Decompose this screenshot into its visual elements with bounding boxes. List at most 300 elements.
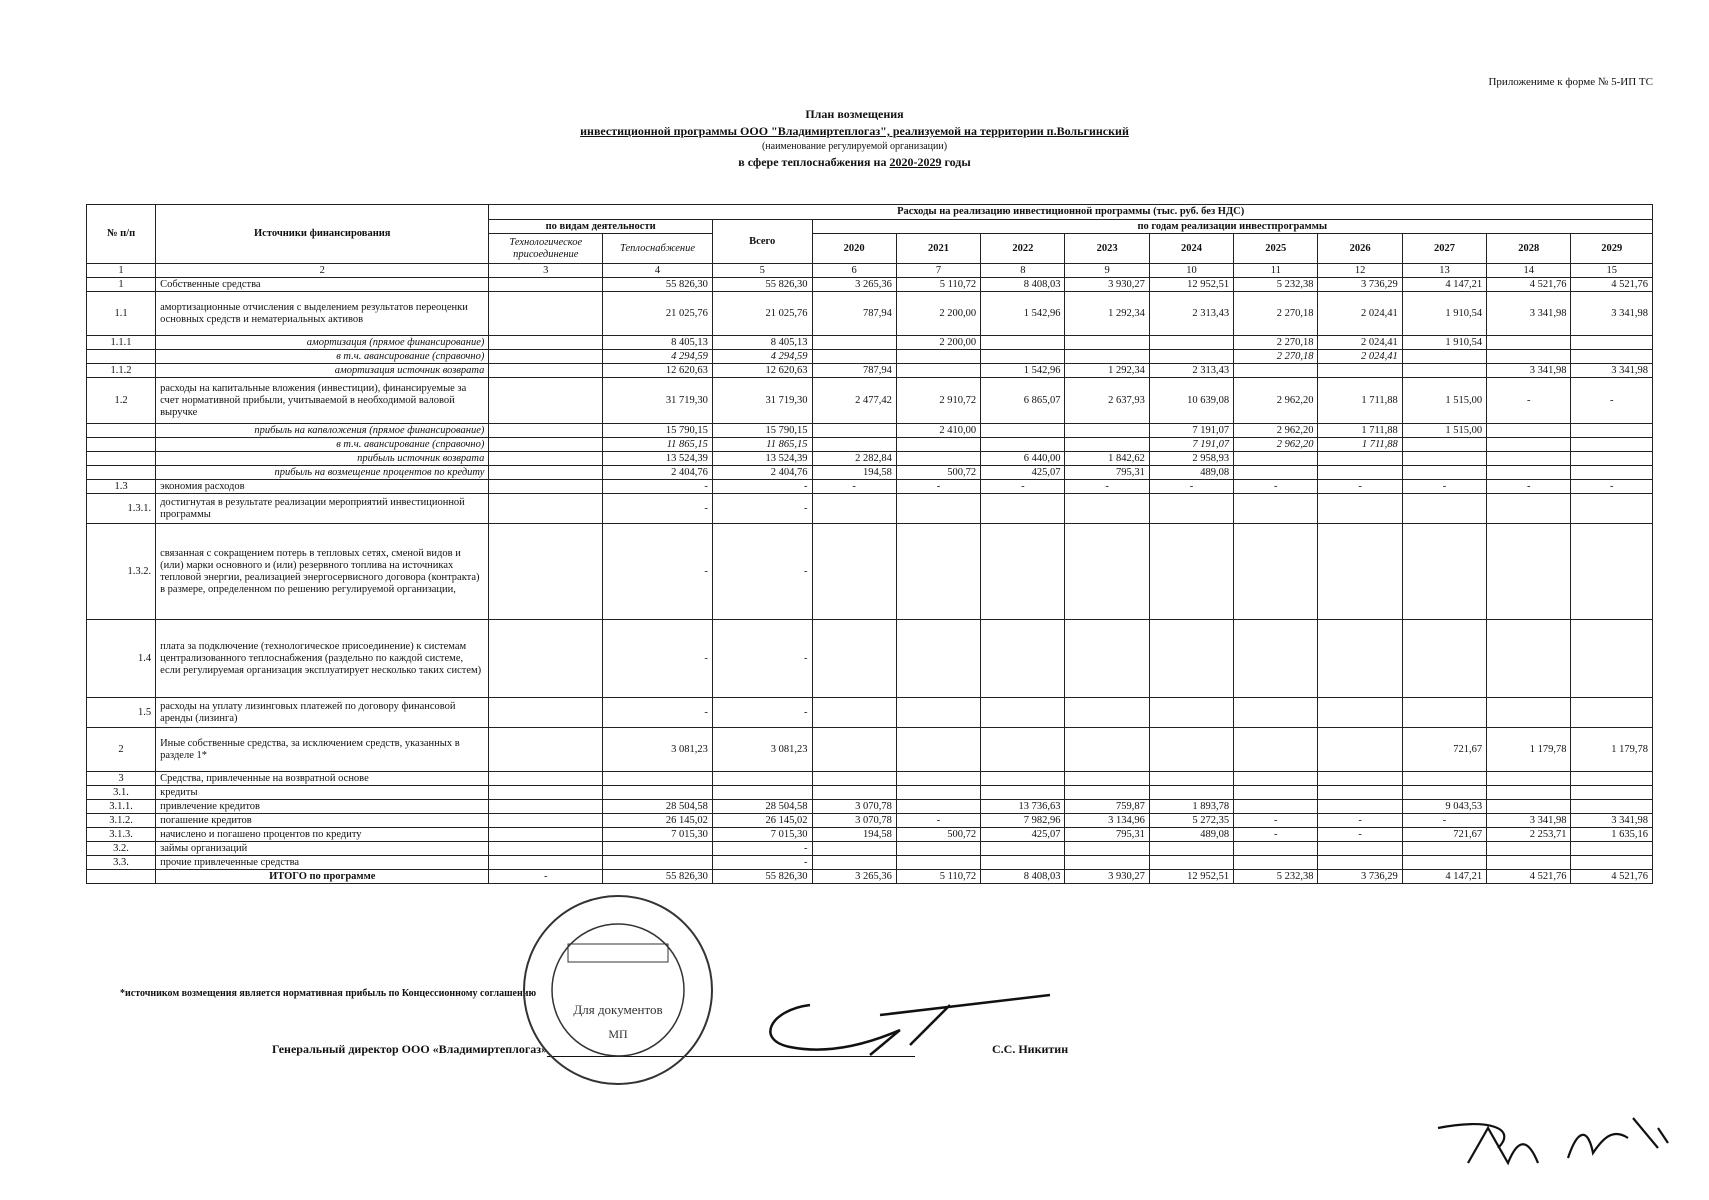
row-label: расходы на уплату лизинговых платежей по договору финансовой аренды (лизинга)	[156, 698, 489, 728]
column-number: 5	[712, 264, 812, 278]
cell-total: -	[712, 480, 812, 494]
cell-year	[1065, 620, 1149, 698]
row-label: займы организаций	[156, 842, 489, 856]
cell-total: 55 826,30	[712, 870, 812, 884]
cell-tech	[489, 424, 603, 438]
cell-year: 2 024,41	[1318, 336, 1402, 350]
cell-year	[896, 350, 980, 364]
initials-signature	[1428, 1108, 1678, 1178]
cell-year	[1318, 800, 1402, 814]
cell-year	[1487, 438, 1571, 452]
table-row	[87, 364, 1653, 378]
cell-year	[1571, 842, 1653, 856]
column-number: 3	[489, 264, 603, 278]
cell-total: 4 294,59	[712, 350, 812, 364]
cell-year	[1149, 728, 1233, 772]
table-row	[87, 772, 1653, 786]
cell-year	[981, 856, 1065, 870]
cell-year	[1402, 494, 1486, 524]
cell-year	[1234, 728, 1318, 772]
cell-year	[1149, 786, 1233, 800]
cell-year: 2 313,43	[1149, 292, 1233, 336]
column-number: 4	[603, 264, 713, 278]
row-number: 1	[87, 278, 156, 292]
cell-year: -	[812, 480, 896, 494]
cell-year	[1234, 452, 1318, 466]
row-number: 1.4	[87, 620, 156, 698]
cell-total: -	[712, 524, 812, 620]
cell-year: 5 110,72	[896, 870, 980, 884]
cell-year	[896, 620, 980, 698]
cell-year: 3 265,36	[812, 278, 896, 292]
cell-year	[1065, 772, 1149, 786]
cell-year: 194,58	[812, 828, 896, 842]
cell-year: 5 232,38	[1234, 278, 1318, 292]
title-years-prefix: в сфере теплоснабжения на	[738, 155, 887, 169]
column-number: 13	[1402, 264, 1486, 278]
row-number: 1.3.2.	[87, 524, 156, 620]
row-label: амортизационные отчисления с выделением результатов переоценки основных средств и нематериальных активов	[156, 292, 489, 336]
cell-heat: 8 405,13	[603, 336, 713, 350]
cell-year	[1234, 620, 1318, 698]
cell-year: -	[1065, 480, 1149, 494]
cell-total: 11 865,15	[712, 438, 812, 452]
cell-year	[812, 786, 896, 800]
cell-year	[1318, 786, 1402, 800]
cell-year: 1 910,54	[1402, 336, 1486, 350]
cell-year: -	[896, 814, 980, 828]
cell-year: 3 341,98	[1571, 814, 1653, 828]
cell-year	[1487, 336, 1571, 350]
row-label: Средства, привлеченные на возвратной основе	[156, 772, 489, 786]
cell-tech: -	[489, 870, 603, 884]
cell-year	[1318, 620, 1402, 698]
cell-year: -	[1318, 828, 1402, 842]
cell-year	[1149, 524, 1233, 620]
row-number: 1.1.2	[87, 364, 156, 378]
header-source: Источники финансирования	[156, 205, 489, 264]
cell-year	[1318, 524, 1402, 620]
cell-year: 9 043,53	[1402, 800, 1486, 814]
cell-heat: 2 404,76	[603, 466, 713, 480]
table-row	[87, 350, 1653, 364]
cell-year	[1234, 494, 1318, 524]
cell-total: 21 025,76	[712, 292, 812, 336]
column-number: 8	[981, 264, 1065, 278]
cell-year: 2 637,93	[1065, 378, 1149, 424]
cell-year: 4 147,21	[1402, 870, 1486, 884]
cell-year	[1487, 350, 1571, 364]
cell-tech	[489, 336, 603, 350]
cell-total: 28 504,58	[712, 800, 812, 814]
cell-year: 2 270,18	[1234, 336, 1318, 350]
cell-year: 3 341,98	[1487, 364, 1571, 378]
cell-year: 1 711,88	[1318, 438, 1402, 452]
cell-year: 1 292,34	[1065, 292, 1149, 336]
cell-year: 4 147,21	[1402, 278, 1486, 292]
cell-year: 795,31	[1065, 828, 1149, 842]
cell-year	[896, 856, 980, 870]
title-program: инвестиционной программы ООО "Владимиртеплогаз", реализуемой на территории п.Вольгинский	[580, 124, 1129, 138]
cell-year	[1402, 786, 1486, 800]
header-num: № п/п	[87, 205, 156, 264]
cell-heat: 11 865,15	[603, 438, 713, 452]
cell-year: 2 962,20	[1234, 424, 1318, 438]
row-label: прибыль источник возврата	[156, 452, 489, 466]
cell-total: 31 719,30	[712, 378, 812, 424]
row-label: погашение кредитов	[156, 814, 489, 828]
cell-year: 4 521,76	[1487, 870, 1571, 884]
cell-heat	[603, 856, 713, 870]
cell-total: 55 826,30	[712, 278, 812, 292]
cell-year: -	[1318, 480, 1402, 494]
cell-year: 12 952,51	[1149, 870, 1233, 884]
row-number: 1.3.1.	[87, 494, 156, 524]
table-row	[87, 870, 1653, 884]
cell-year: 5 110,72	[896, 278, 980, 292]
row-number	[87, 452, 156, 466]
row-number: 1.5	[87, 698, 156, 728]
cell-tech	[489, 814, 603, 828]
cell-year	[896, 842, 980, 856]
row-number: 3.1.3.	[87, 828, 156, 842]
row-label: достигнутая в результате реализации мероприятий инвестиционной программы	[156, 494, 489, 524]
cell-year	[1487, 800, 1571, 814]
header-by-years: по годам реализации инвестпрограммы	[812, 220, 1653, 234]
column-number: 12	[1318, 264, 1402, 278]
cell-year	[1065, 424, 1149, 438]
cell-year	[1318, 364, 1402, 378]
cell-year: 5 272,35	[1149, 814, 1233, 828]
cell-heat	[603, 772, 713, 786]
row-label: экономия расходов	[156, 480, 489, 494]
cell-year	[1402, 350, 1486, 364]
cell-year: 3 070,78	[812, 814, 896, 828]
cell-year	[812, 336, 896, 350]
cell-tech	[489, 438, 603, 452]
cell-tech	[489, 786, 603, 800]
cell-heat: -	[603, 524, 713, 620]
cell-year	[812, 620, 896, 698]
cell-year: 425,07	[981, 466, 1065, 480]
cell-year	[1318, 856, 1402, 870]
cell-year	[1571, 466, 1653, 480]
cell-year: 4 521,76	[1571, 870, 1653, 884]
cell-year	[981, 438, 1065, 452]
table-row	[87, 828, 1653, 842]
cell-tech	[489, 364, 603, 378]
cell-year: 194,58	[812, 466, 896, 480]
cell-year: 489,08	[1149, 466, 1233, 480]
cell-year	[981, 772, 1065, 786]
row-number	[87, 424, 156, 438]
cell-year: 1 542,96	[981, 292, 1065, 336]
cell-year: 2 200,00	[896, 336, 980, 350]
cell-year	[1149, 772, 1233, 786]
cell-year: 1 910,54	[1402, 292, 1486, 336]
cell-year: 6 440,00	[981, 452, 1065, 466]
cell-year: 3 134,96	[1065, 814, 1149, 828]
cell-year: 787,94	[812, 364, 896, 378]
cell-year	[896, 728, 980, 772]
table-row	[87, 842, 1653, 856]
cell-total: -	[712, 620, 812, 698]
stamp-inner-text: Для документов	[573, 1002, 663, 1017]
cell-year: -	[981, 480, 1065, 494]
table-row	[87, 814, 1653, 828]
cell-year	[1318, 728, 1402, 772]
cell-year: 3 736,29	[1318, 870, 1402, 884]
stamp-mp: МП	[608, 1027, 628, 1041]
cell-year: -	[1402, 480, 1486, 494]
column-number: 10	[1149, 264, 1233, 278]
cell-year	[1571, 336, 1653, 350]
cell-year	[1065, 350, 1149, 364]
cell-year	[981, 494, 1065, 524]
cell-year	[812, 424, 896, 438]
cell-year: -	[1571, 480, 1653, 494]
cell-tech	[489, 466, 603, 480]
row-number: 3	[87, 772, 156, 786]
cell-year	[812, 524, 896, 620]
table-row	[87, 620, 1653, 698]
cell-year	[1402, 856, 1486, 870]
plan-table	[86, 204, 1653, 884]
table-row	[87, 728, 1653, 772]
cell-year: 1 711,88	[1318, 378, 1402, 424]
cell-year: 4 521,76	[1571, 278, 1653, 292]
cell-year: 2 910,72	[896, 378, 980, 424]
cell-year: 2 962,20	[1234, 438, 1318, 452]
cell-year	[1571, 772, 1653, 786]
cell-year	[896, 698, 980, 728]
row-number: 3.1.2.	[87, 814, 156, 828]
cell-year: 2 270,18	[1234, 350, 1318, 364]
row-number	[87, 350, 156, 364]
cell-year	[812, 772, 896, 786]
cell-year	[1149, 620, 1233, 698]
cell-tech	[489, 828, 603, 842]
cell-year: 500,72	[896, 466, 980, 480]
cell-year: 425,07	[981, 828, 1065, 842]
cell-year: 3 070,78	[812, 800, 896, 814]
row-number: 1.2	[87, 378, 156, 424]
cell-year	[1318, 698, 1402, 728]
cell-year	[1487, 842, 1571, 856]
cell-tech	[489, 856, 603, 870]
cell-year	[1149, 698, 1233, 728]
cell-year	[812, 728, 896, 772]
cell-year	[981, 842, 1065, 856]
cell-year	[981, 698, 1065, 728]
cell-year: 3 930,27	[1065, 278, 1149, 292]
table-row	[87, 336, 1653, 350]
cell-year	[981, 524, 1065, 620]
cell-year	[1318, 842, 1402, 856]
cell-year: -	[1402, 814, 1486, 828]
cell-year: 13 736,63	[981, 800, 1065, 814]
cell-heat: 55 826,30	[603, 278, 713, 292]
cell-year	[1234, 364, 1318, 378]
cell-year: 787,94	[812, 292, 896, 336]
cell-year	[1402, 438, 1486, 452]
cell-year	[1318, 452, 1402, 466]
cell-year	[1571, 438, 1653, 452]
cell-year	[1065, 728, 1149, 772]
cell-year	[1571, 452, 1653, 466]
cell-year: 8 408,03	[981, 278, 1065, 292]
cell-year: -	[896, 480, 980, 494]
round-stamp	[518, 890, 718, 1090]
row-number: 3.2.	[87, 842, 156, 856]
cell-year	[1487, 424, 1571, 438]
cell-year: 4 521,76	[1487, 278, 1571, 292]
table-row	[87, 786, 1653, 800]
cell-year	[1234, 698, 1318, 728]
title-years	[0, 154, 1709, 171]
cell-year	[1234, 856, 1318, 870]
cell-total: -	[712, 842, 812, 856]
cell-year: 1 893,78	[1149, 800, 1233, 814]
cell-year	[896, 786, 980, 800]
table-row	[87, 494, 1653, 524]
row-number: 1.1.1	[87, 336, 156, 350]
cell-heat: 28 504,58	[603, 800, 713, 814]
column-number: 14	[1487, 264, 1571, 278]
cell-year: -	[1487, 378, 1571, 424]
cell-year	[1402, 364, 1486, 378]
cell-heat: 13 524,39	[603, 452, 713, 466]
header-year: 2023	[1065, 234, 1149, 264]
cell-year	[896, 524, 980, 620]
cell-year: 5 232,38	[1234, 870, 1318, 884]
header-heat: Теплоснабжение	[603, 234, 713, 264]
header-year: 2026	[1318, 234, 1402, 264]
cell-year	[1402, 620, 1486, 698]
cell-year: 721,67	[1402, 728, 1486, 772]
cell-year: -	[1571, 378, 1653, 424]
cell-tech	[489, 378, 603, 424]
cell-year	[1402, 466, 1486, 480]
cell-year	[896, 364, 980, 378]
cell-tech	[489, 494, 603, 524]
cell-total: 13 524,39	[712, 452, 812, 466]
cell-total: -	[712, 698, 812, 728]
cell-total: 12 620,63	[712, 364, 812, 378]
signature-name: С.С. Никитин	[992, 1042, 1069, 1056]
row-number: 1.1	[87, 292, 156, 336]
row-label: в т.ч. авансирование (справочно)	[156, 350, 489, 364]
cell-total: 8 405,13	[712, 336, 812, 350]
cell-tech	[489, 842, 603, 856]
cell-year: 2 024,41	[1318, 292, 1402, 336]
row-number	[87, 466, 156, 480]
cell-year: 1 179,78	[1487, 728, 1571, 772]
header-tech: Технологическое присоединение	[489, 234, 603, 264]
table-row	[87, 698, 1653, 728]
row-number: 2	[87, 728, 156, 772]
cell-year: -	[1149, 480, 1233, 494]
cell-year	[981, 336, 1065, 350]
cell-heat: 7 015,30	[603, 828, 713, 842]
cell-year	[1571, 424, 1653, 438]
cell-year: 1 635,16	[1571, 828, 1653, 842]
row-label: кредиты	[156, 786, 489, 800]
signature-position: Генеральный директор ООО «Владимиртеплогаз»	[272, 1042, 548, 1056]
cell-heat: -	[603, 480, 713, 494]
cell-year	[1487, 524, 1571, 620]
cell-year: 2 270,18	[1234, 292, 1318, 336]
row-label: прибыль на капвложения (прямое финансирование)	[156, 424, 489, 438]
cell-year: -	[1234, 828, 1318, 842]
cell-year	[1065, 336, 1149, 350]
cell-year: 7 191,07	[1149, 438, 1233, 452]
cell-year: 1 515,00	[1402, 424, 1486, 438]
cell-year	[896, 800, 980, 814]
cell-year	[981, 350, 1065, 364]
cell-year	[896, 452, 980, 466]
header-year: 2027	[1402, 234, 1486, 264]
cell-year: -	[1234, 814, 1318, 828]
row-label: Иные собственные средства, за исключением средств, указанных в разделе 1*	[156, 728, 489, 772]
cell-year	[1487, 494, 1571, 524]
row-label: в т.ч. авансирование (справочно)	[156, 438, 489, 452]
cell-year	[1065, 438, 1149, 452]
cell-year: 3 341,98	[1487, 292, 1571, 336]
cell-year	[1487, 452, 1571, 466]
cell-heat: -	[603, 494, 713, 524]
cell-year	[1234, 800, 1318, 814]
cell-year: 2 200,00	[896, 292, 980, 336]
cell-tech	[489, 800, 603, 814]
cell-year: 2 313,43	[1149, 364, 1233, 378]
cell-heat: 15 790,15	[603, 424, 713, 438]
row-number: 1.3	[87, 480, 156, 494]
cell-tech	[489, 350, 603, 364]
row-number	[87, 870, 156, 884]
cell-year: 2 024,41	[1318, 350, 1402, 364]
cell-year	[812, 856, 896, 870]
cell-year	[1571, 800, 1653, 814]
table-row	[87, 424, 1653, 438]
table-row	[87, 524, 1653, 620]
cell-year: 1 842,62	[1065, 452, 1149, 466]
cell-total	[712, 772, 812, 786]
cell-year	[1149, 842, 1233, 856]
cell-year	[1234, 786, 1318, 800]
cell-year	[981, 786, 1065, 800]
cell-tech	[489, 698, 603, 728]
cell-year	[1571, 698, 1653, 728]
cell-tech	[489, 292, 603, 336]
cell-heat: -	[603, 620, 713, 698]
cell-year	[1571, 524, 1653, 620]
title-years-range: 2020-2029	[889, 155, 942, 169]
cell-year	[1487, 698, 1571, 728]
table-row	[87, 800, 1653, 814]
cell-year: 2 962,20	[1234, 378, 1318, 424]
table-row	[87, 292, 1653, 336]
cell-heat: 21 025,76	[603, 292, 713, 336]
cell-year	[1065, 856, 1149, 870]
cell-year	[1487, 772, 1571, 786]
column-number: 2	[156, 264, 489, 278]
header-year: 2028	[1487, 234, 1571, 264]
table-row	[87, 466, 1653, 480]
column-number: 7	[896, 264, 980, 278]
row-label: начислено и погашено процентов по кредиту	[156, 828, 489, 842]
cell-heat: -	[603, 698, 713, 728]
